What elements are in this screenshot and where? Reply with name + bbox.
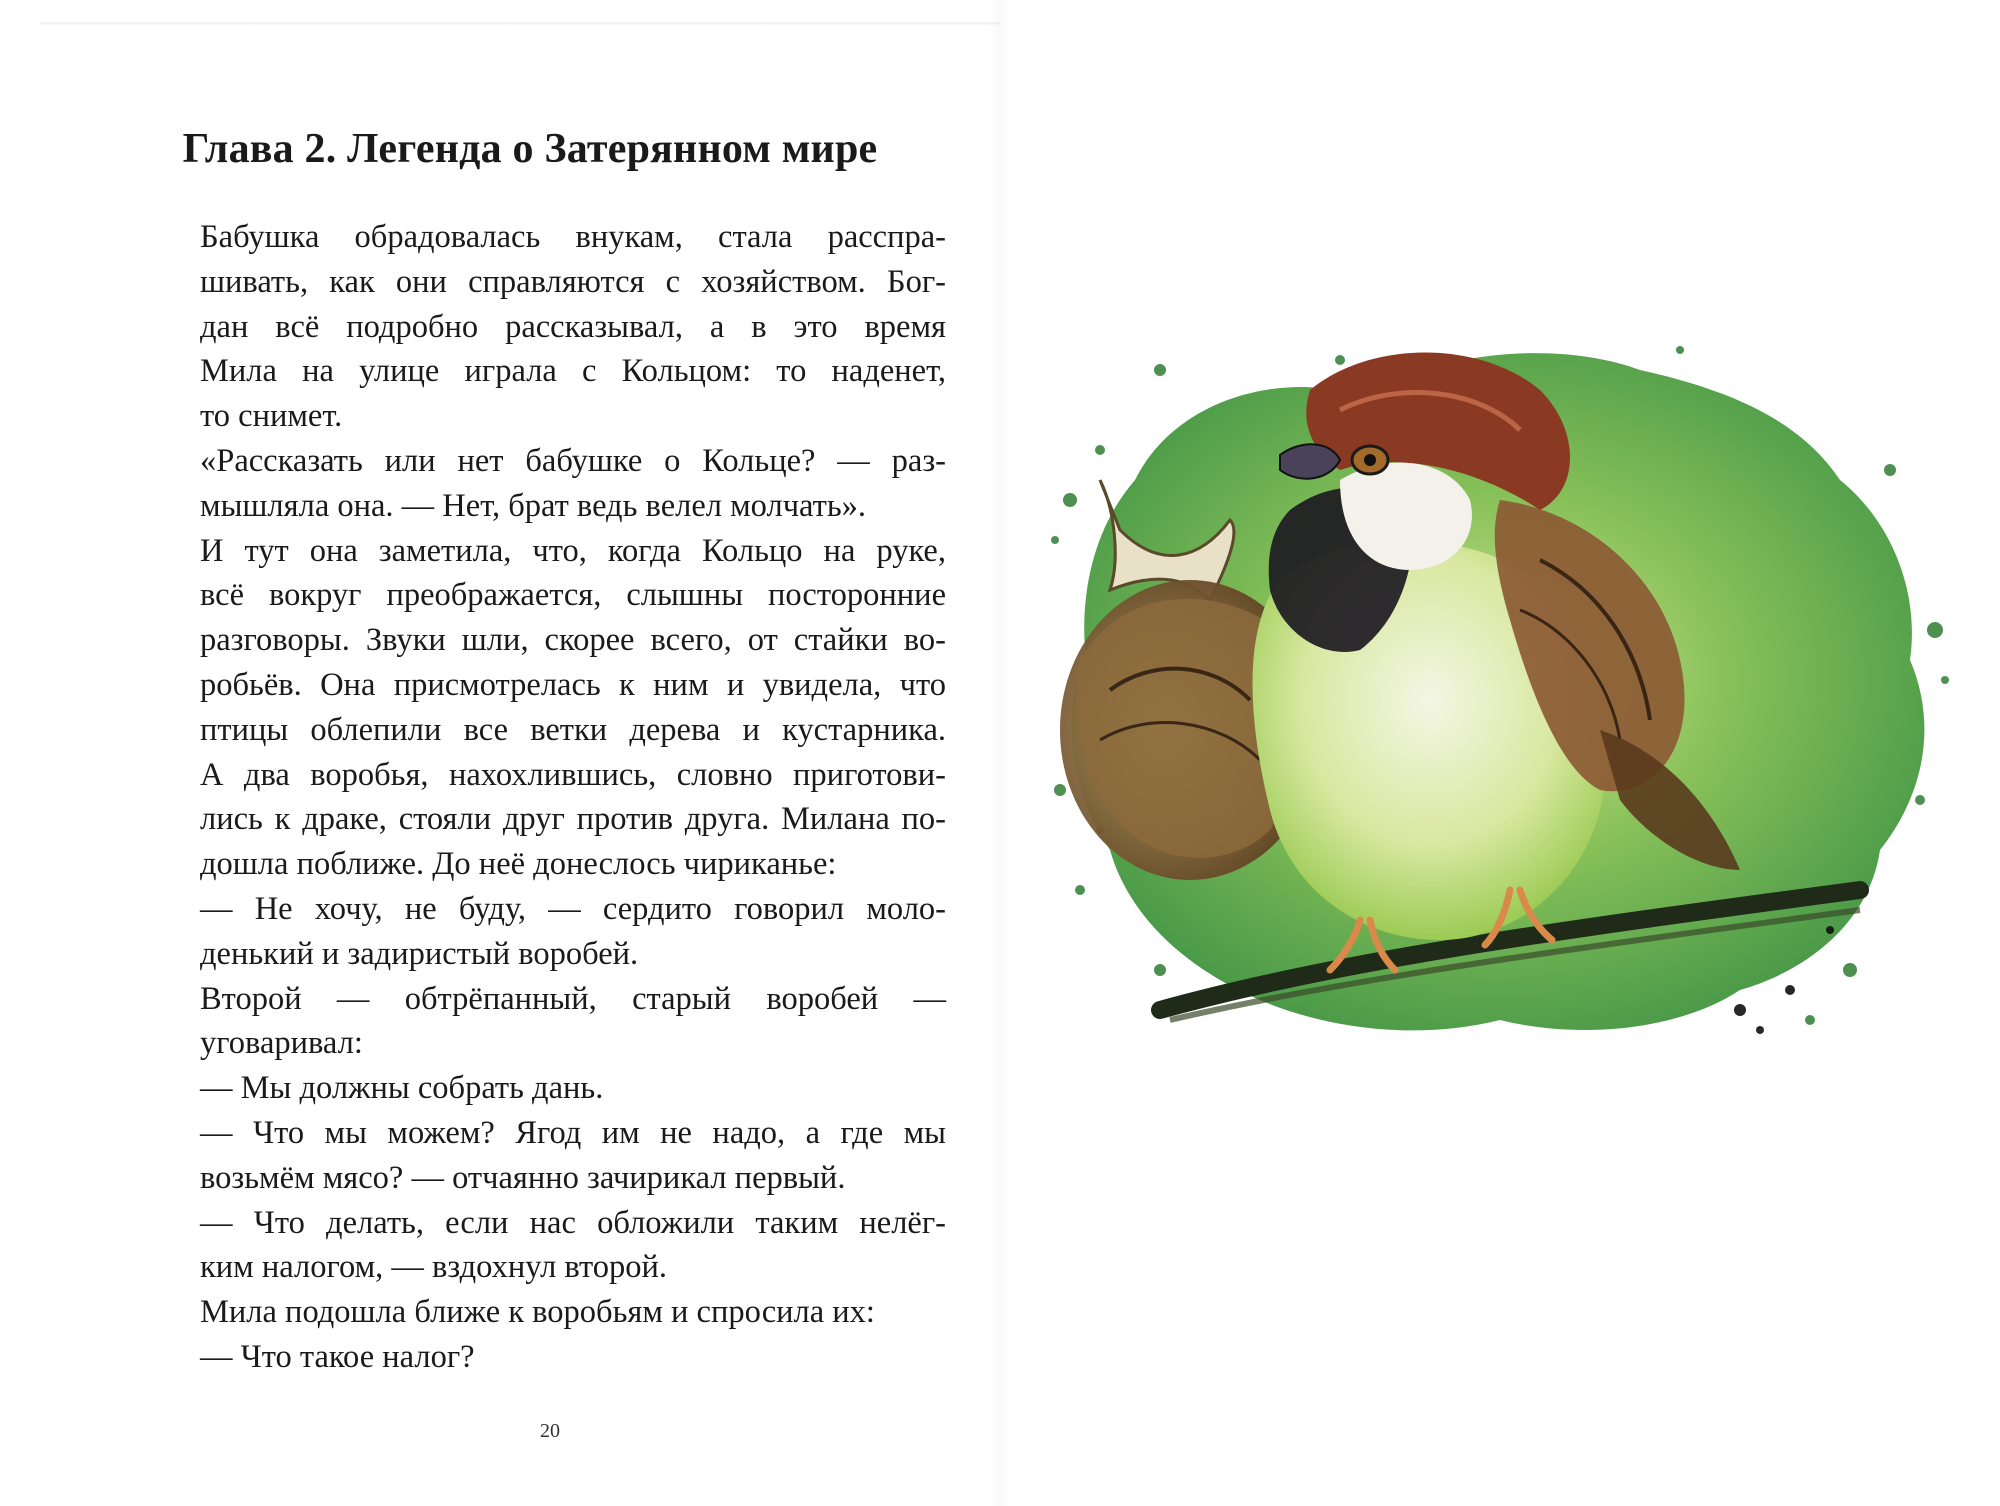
text-line: «Рассказать или нет бабушке о Кольце? — раз- <box>200 442 946 479</box>
text-line: Мила подошла ближе к воробьям и спросила их: <box>200 1294 875 1331</box>
text-line: мышляла она. — Нет, брат ведь велел молчать». <box>200 487 867 524</box>
text-line: Второй — обтрёпанный, старый воробей — <box>200 980 946 1017</box>
text-line: птицы облепили все ветки дерева и кустарника. <box>200 711 946 748</box>
chapter-text <box>162 215 946 1380</box>
text-line: — Что мы можем? Ягод им не надо, а где мы <box>200 1114 946 1151</box>
text-line: всё вокруг преображается, слышны посторонние <box>200 577 946 614</box>
text-line: денький и задиристый воробей. <box>200 935 639 972</box>
paragraph <box>162 977 946 1067</box>
text-line: — Что такое налог? <box>200 1338 475 1375</box>
text-line: И тут она заметила, что, когда Кольцо на руке, <box>200 532 946 569</box>
paragraph <box>162 887 946 977</box>
text-line: — Не хочу, не буду, — сердито говорил моло- <box>200 890 946 927</box>
text-line: разговоры. Звуки шли, скорее всего, от стайки во- <box>200 622 946 659</box>
text-line: уговаривал: <box>200 1025 363 1062</box>
text-line: дан всё подробно рассказывал, а в это время <box>200 308 946 345</box>
paragraph <box>162 215 946 439</box>
text-line: шивать, как они справляются с хозяйством. Бог- <box>200 263 946 300</box>
paragraph <box>162 529 946 887</box>
text-line: — Мы должны собрать дань. <box>200 1070 604 1107</box>
paragraph <box>162 1335 946 1380</box>
paragraph <box>162 1066 946 1111</box>
sparrows-watercolor-image <box>1040 330 1960 1060</box>
text-line: А два воробья, нахохлившись, словно приготови- <box>200 756 946 793</box>
paragraph <box>162 1111 946 1201</box>
chapter-title: Глава 2. Легенда о Затерянном мире <box>182 126 878 172</box>
text-line: Бабушка обрадовалась внукам, стала расспра- <box>200 219 946 255</box>
text-line: робьёв. Она присмотрелась к ним и увидела, что <box>200 666 946 703</box>
sparrows-illustration <box>1040 330 1960 1060</box>
text-line: возьмём мясо? — отчаянно зачирикал первый. <box>200 1159 846 1196</box>
paragraph <box>162 439 946 529</box>
text-line: то снимет. <box>200 398 343 435</box>
paragraph <box>162 1290 946 1335</box>
text-line: Мила на улице играла с Кольцом: то наденет, <box>200 353 946 390</box>
text-line: лись к драке, стояли друг против друга. Милана по- <box>200 801 946 838</box>
text-line: ким налогом, — вздохнул второй. <box>200 1249 667 1286</box>
page-number: 20 <box>540 1420 560 1442</box>
text-line: дошла поближе. До неё донеслось чириканье: <box>200 846 837 883</box>
paragraph <box>162 1201 946 1291</box>
text-line: — Что делать, если нас обложили таким нелёг- <box>200 1204 946 1241</box>
